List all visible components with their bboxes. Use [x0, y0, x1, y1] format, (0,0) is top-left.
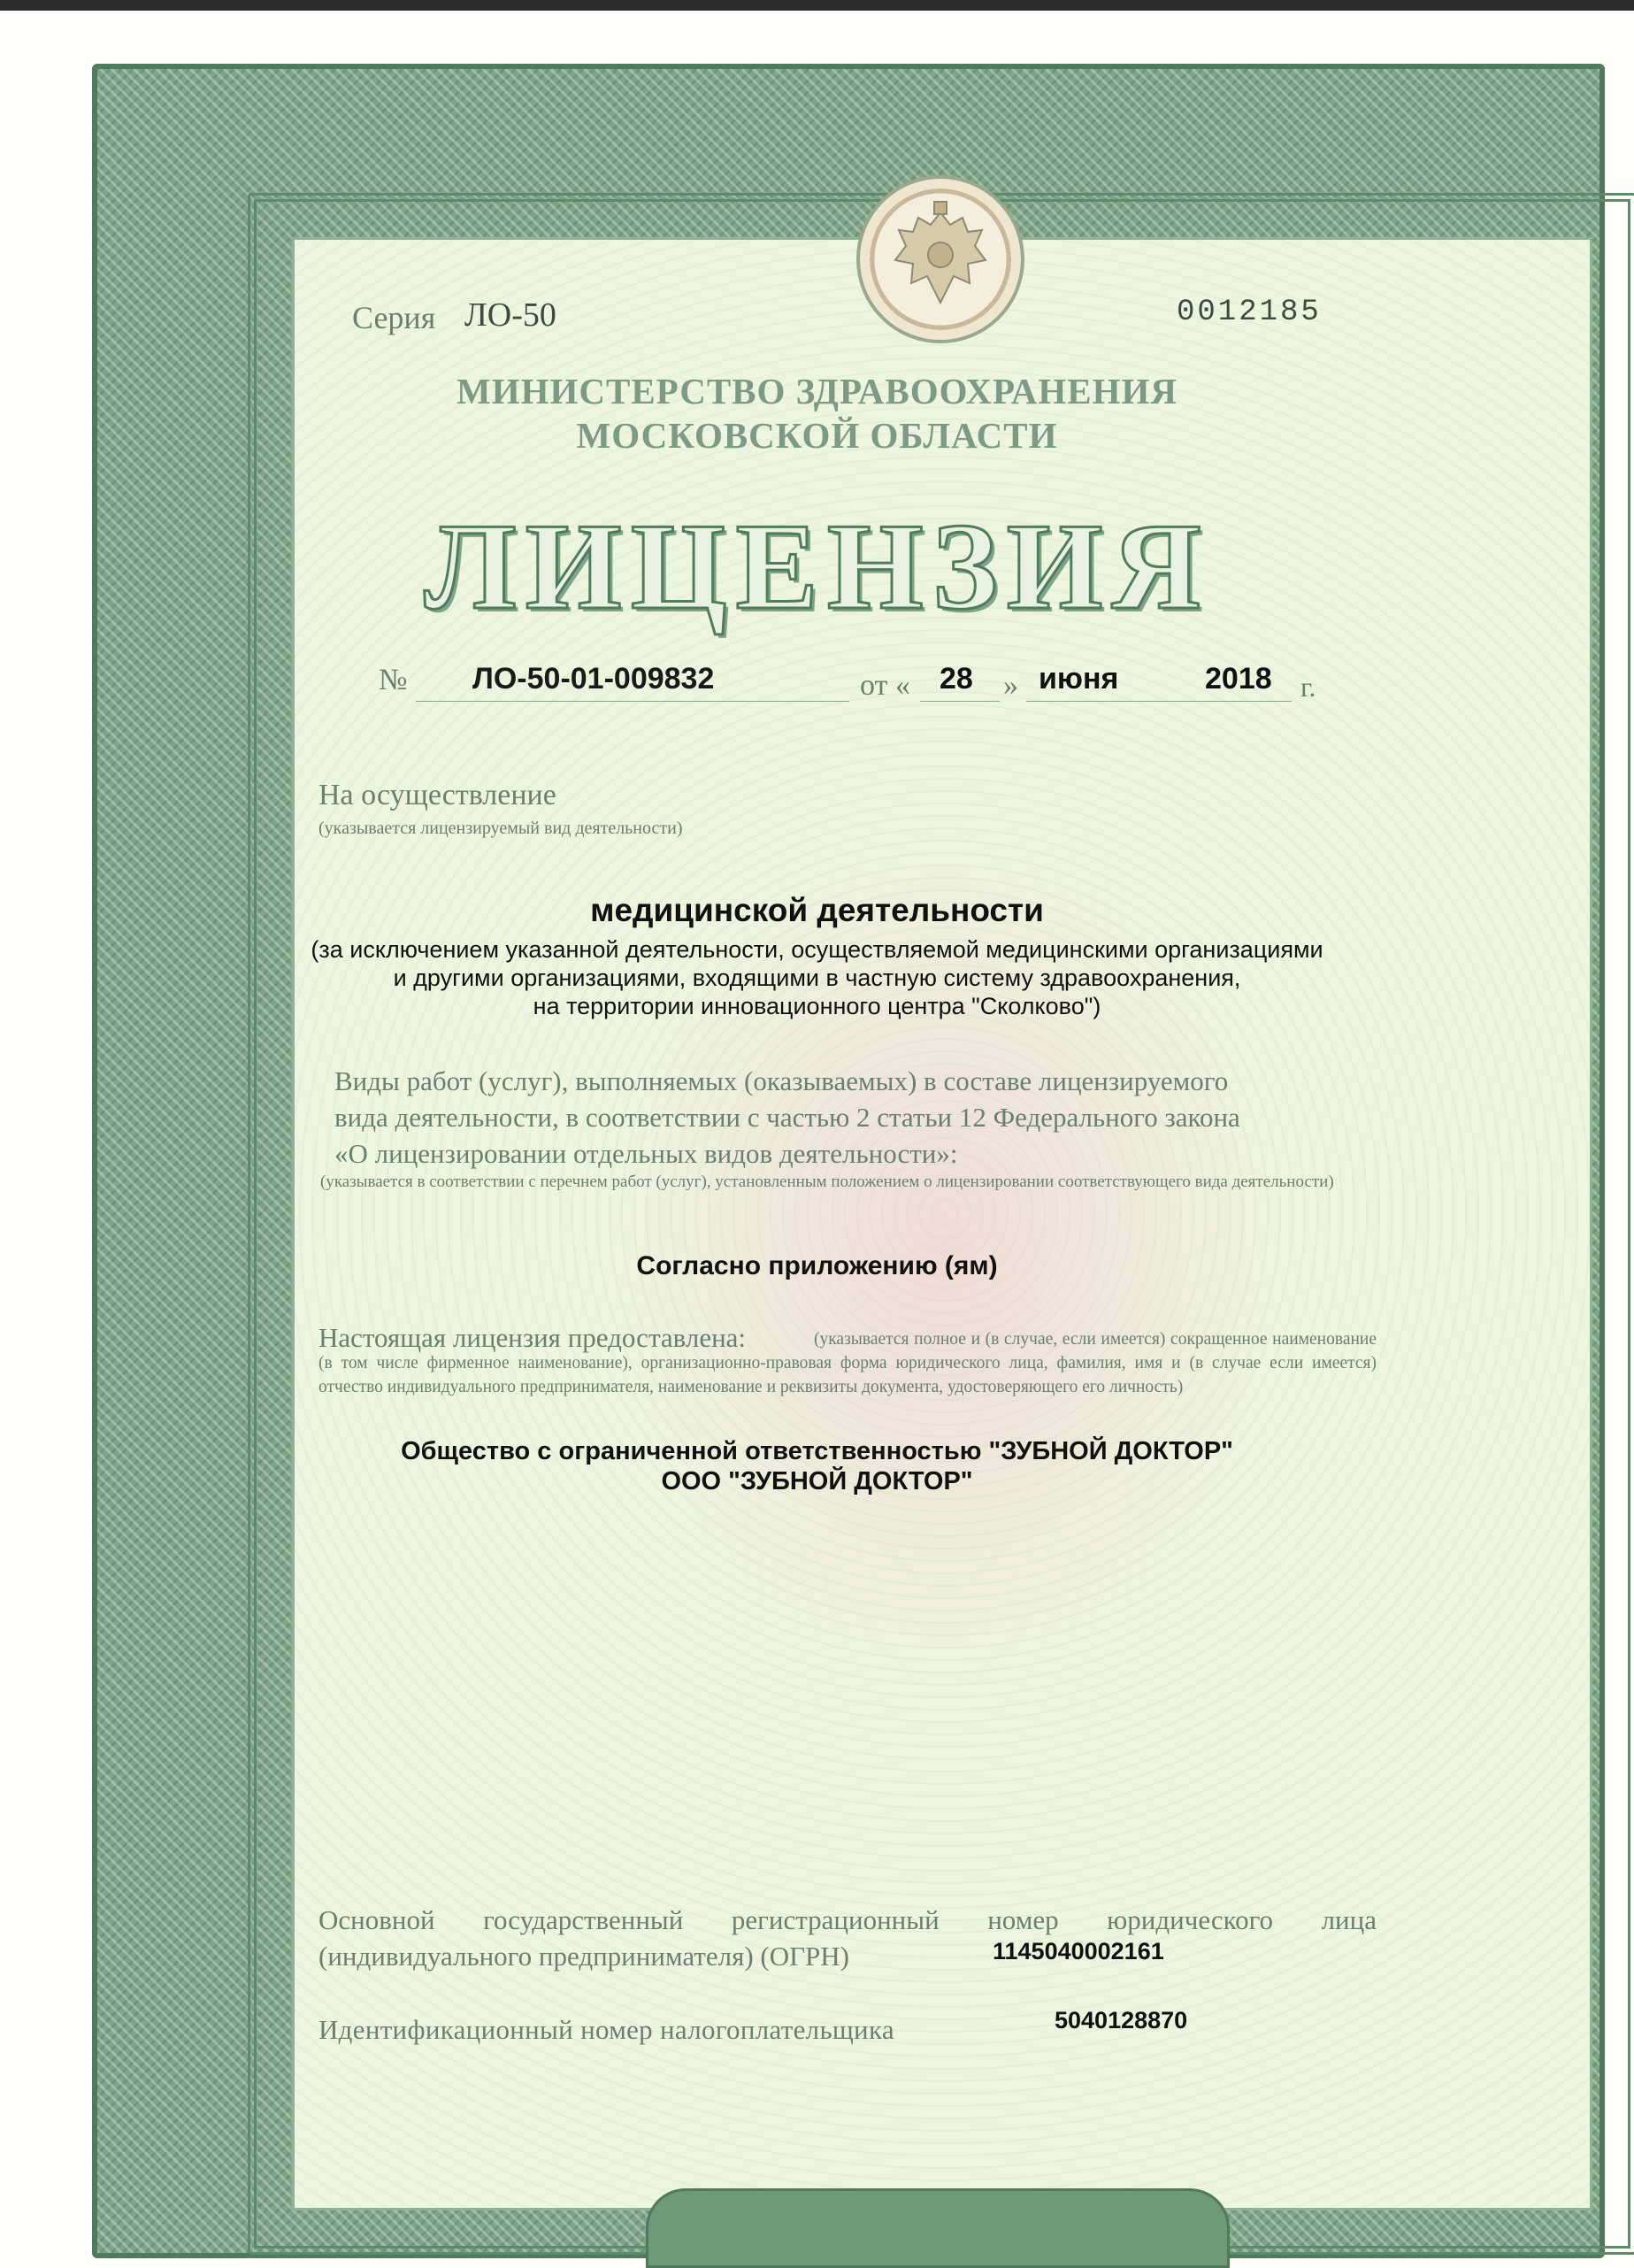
works-note: (указывается в соответствии с перечнем работ (услуг), установленным положением о лицензировании соответствующего вида деятельности): [320, 1172, 1334, 1191]
date-year: 2018: [1205, 662, 1272, 696]
series-value: ЛО-50: [464, 296, 556, 334]
document-title: ЛИЦЕНЗИЯ: [424, 498, 1210, 635]
granted-note: (указывается полное и (в случае, если имеется) сокращенное наименование (в том числе фирменное наименование), организационно-правовая форма юридического лица, фамилия, имя и (в случае если имеется) отчество индивидуального предпринимателя, наименование и реквизиты документа, удостоверяющего его личность): [318, 1330, 1377, 1396]
activity-name: медицинской деятельности: [590, 892, 1044, 928]
activity-note-line: (за исключением указанной деятельности, осуществляемой медицинскими организациями: [311, 936, 1323, 963]
year-suffix: г.: [1300, 671, 1316, 703]
works-text-line: вида деятельности, в соответствии с частью 2 статьи 12 Федерального закона: [334, 1102, 1240, 1133]
works-text-line: «О лицензировании отдельных видов деятельности»:: [334, 1138, 958, 1169]
license-number: ЛО-50-01-009832: [472, 662, 715, 696]
licensee-full-name: Общество с ограниченной ответственностью "ЗУБНОЙ ДОКТОР": [401, 1437, 1233, 1465]
works-text-line: Виды работ (услуг), выполняемых (оказываемых) в составе лицензируемого: [334, 1065, 1229, 1096]
date-day: 28: [940, 662, 973, 696]
series-label: Серия: [352, 300, 436, 335]
number-underline: [416, 701, 849, 702]
activity-label-note: (указывается лицензируемый вид деятельности): [318, 819, 683, 838]
ogrn-label-line-2: (индивидуального предпринимателя) (ОГРН): [318, 1941, 850, 1972]
granted-label: Настоящая лицензия предоставлена:: [318, 1322, 747, 1353]
activity-label: На осуществление: [318, 779, 556, 811]
inn-label: Идентификационный номер налогоплательщика: [318, 2014, 894, 2045]
licensee-short-name: ООО "ЗУБНОЙ ДОКТОР": [661, 1467, 973, 1495]
ogrn-value: 1145040002161: [993, 1938, 1164, 1964]
issuer-line-2: МОСКОВСКОЙ ОБЛАСТИ: [576, 415, 1058, 456]
serial-number: 0012185: [1177, 296, 1322, 329]
date-month: июня: [1039, 662, 1119, 696]
activity-note-line: и другими организациями, входящими в частную систему здравоохранения,: [393, 965, 1241, 991]
inn-value: 5040128870: [1055, 2007, 1188, 2034]
ogrn-label-line-1: Основной государственный регистрационный номер юридического лица: [318, 1904, 1377, 1935]
issuer-line-1: МИНИСТЕРСТВО ЗДРАВООХРАНЕНИЯ: [456, 371, 1178, 411]
scan-edge: [0, 0, 1634, 11]
month-underline: [1026, 701, 1292, 702]
bottom-ornament: [646, 2188, 1230, 2268]
activity-note-line: на территории инновационного центра "Сколково"): [533, 993, 1101, 1019]
day-underline: [920, 701, 1000, 702]
number-sign: №: [379, 664, 408, 696]
date-from-label: от «: [860, 669, 910, 702]
date-close-quote: »: [1003, 669, 1018, 702]
emblem-icon: [856, 175, 1024, 343]
works-value: Согласно приложению (ям): [636, 1251, 998, 1280]
